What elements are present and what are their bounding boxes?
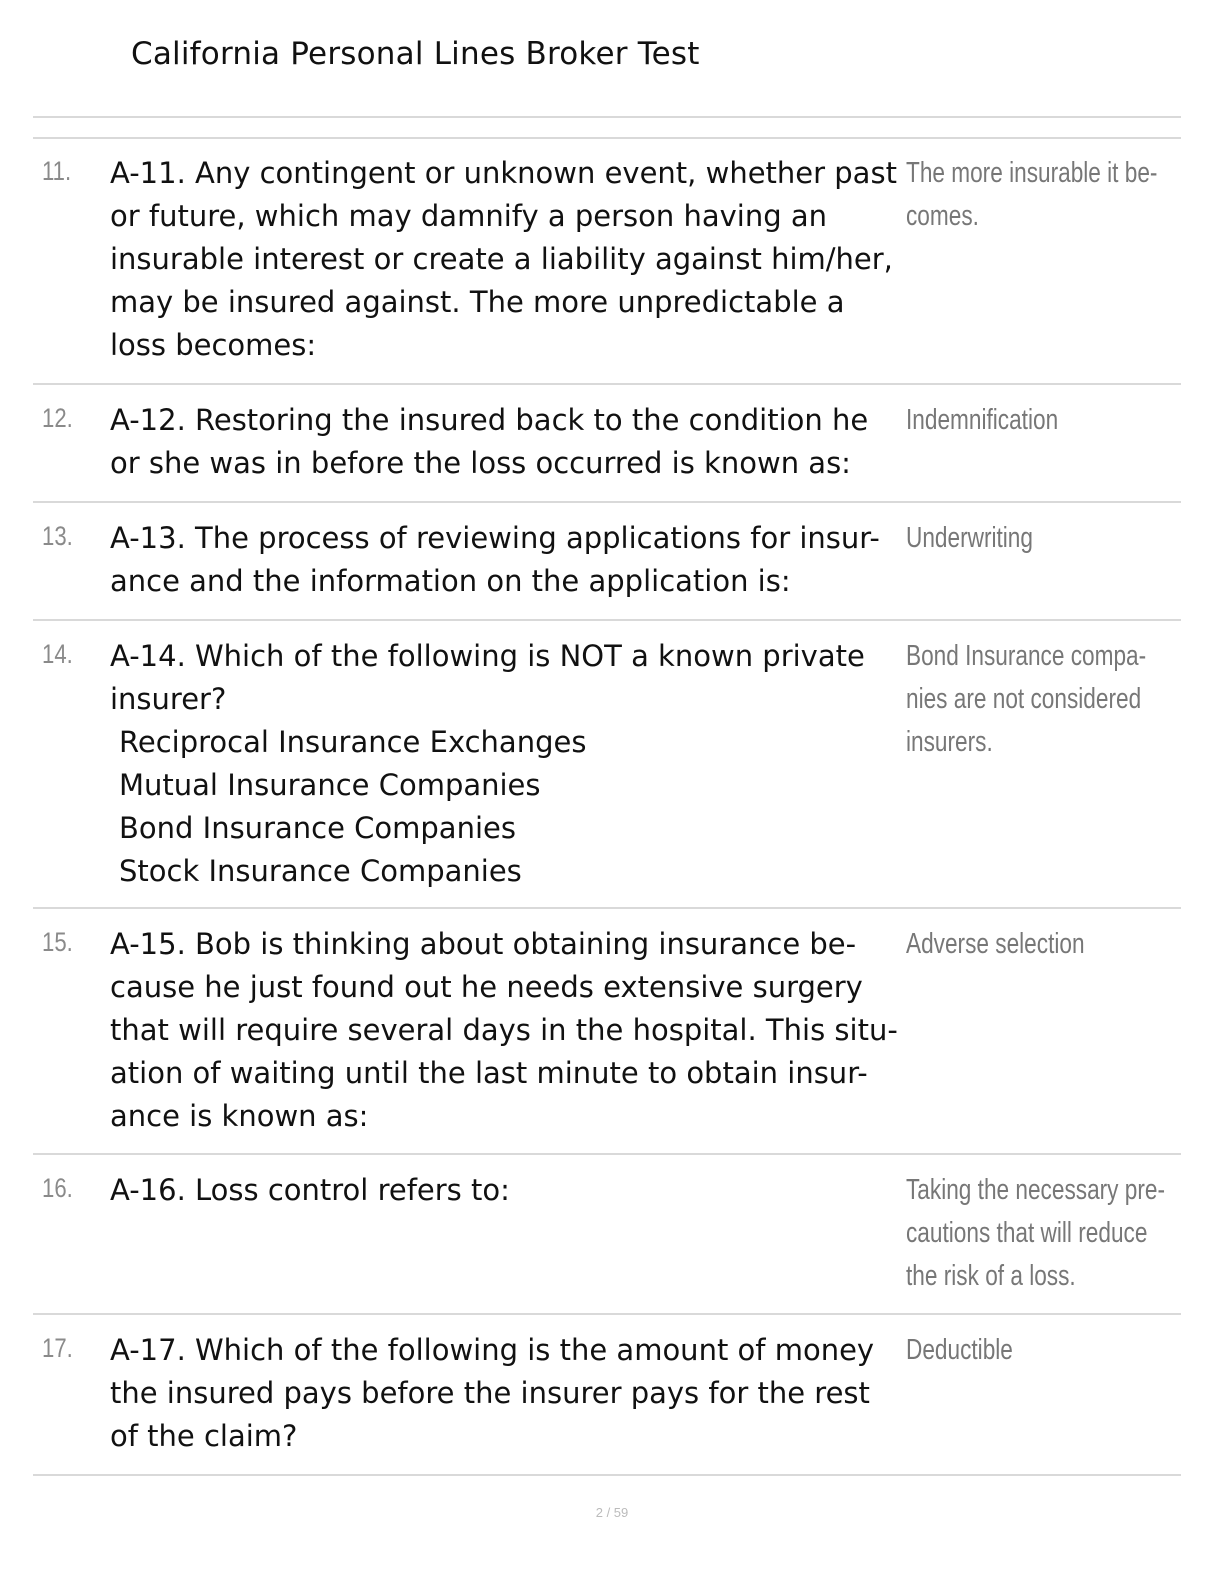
question-line: or future, which may damnify a person having an <box>110 199 827 233</box>
question-line: ance and the information on the application is: <box>110 564 791 598</box>
answer-option: Reciprocal Insurance Exchanges <box>119 725 587 759</box>
card-question <box>110 1169 910 1212</box>
card-question <box>110 1329 910 1458</box>
answer-line: comes. <box>906 200 979 232</box>
question-line: or she was in before the loss occurred is known as: <box>110 446 851 480</box>
card-answer <box>906 635 1147 764</box>
card-question <box>110 399 910 485</box>
question-line: insurable interest or create a liability against him/her, <box>110 242 893 276</box>
document-title: California Personal Lines Broker Test <box>131 36 700 72</box>
answer-option: Stock Insurance Companies <box>119 854 522 888</box>
answer-line: nies are not considered <box>906 683 1142 715</box>
card-number: 15. <box>42 927 73 957</box>
card-question <box>110 923 910 1138</box>
answer-line: insurers. <box>906 726 993 758</box>
card-number: 17. <box>42 1333 73 1363</box>
page-number: 2 / 59 <box>595 1505 629 1520</box>
answer-line: Deductible <box>906 1334 1013 1366</box>
answer-line: The more insurable it be- <box>906 157 1158 189</box>
question-line: of the claim? <box>110 1419 298 1453</box>
flashcard-17 <box>33 1315 1181 1476</box>
flashcard-14 <box>33 621 1181 909</box>
card-answer <box>906 923 1132 966</box>
question-line: A-16. Loss control refers to: <box>110 1173 510 1207</box>
card-number: 11. <box>42 156 72 186</box>
card-answer <box>906 1169 1166 1298</box>
question-line: cause he just found out he needs extensive surgery <box>110 970 863 1004</box>
question-line: A-17. Which of the following is the amount of money <box>110 1333 875 1367</box>
question-line: ation of waiting until the last minute to obtain insur- <box>110 1056 868 1090</box>
question-line: the insured pays before the insurer pays for the rest <box>110 1376 870 1410</box>
question-line: may be insured against. The more unpredictable a <box>110 285 845 319</box>
header-divider-top <box>33 116 1181 118</box>
card-number: 13. <box>42 521 73 551</box>
answer-option: Mutual Insurance Companies <box>119 768 541 802</box>
flashcard-13 <box>33 503 1181 621</box>
question-line: A-15. Bob is thinking about obtaining insurance be- <box>110 927 857 961</box>
answer-line: Underwriting <box>906 522 1033 554</box>
answer-line: Adverse selection <box>906 928 1085 960</box>
card-number: 16. <box>42 1173 73 1203</box>
flashcard-15 <box>33 909 1181 1155</box>
card-number: 14. <box>42 639 73 669</box>
question-line: ance is known as: <box>110 1099 369 1133</box>
answer-line: Bond Insurance compa- <box>906 640 1147 672</box>
question-line: insurer? <box>110 682 227 716</box>
card-number: 12. <box>42 403 73 433</box>
card-answer <box>906 517 1132 560</box>
question-line: A-13. The process of reviewing applications for insur- <box>110 521 880 555</box>
question-line: loss becomes: <box>110 328 317 362</box>
question-line: A-12. Restoring the insured back to the condition he <box>110 403 869 437</box>
flashcard-11 <box>33 138 1181 385</box>
card-answer <box>906 152 1158 238</box>
answer-option: Bond Insurance Companies <box>119 811 516 845</box>
card-answer <box>906 1329 1132 1372</box>
answer-line: the risk of a loss. <box>906 1260 1076 1292</box>
answer-line: Indemnification <box>906 404 1059 436</box>
question-line: A-11. Any contingent or unknown event, whether past <box>110 156 897 190</box>
answer-line: Taking the necessary pre- <box>906 1174 1166 1206</box>
answer-line: cautions that will reduce <box>906 1217 1148 1249</box>
card-question <box>110 517 910 603</box>
flashcard-12 <box>33 385 1181 503</box>
card-question <box>110 152 910 367</box>
card-question <box>110 635 910 893</box>
question-line: A-14. Which of the following is NOT a known private <box>110 639 865 673</box>
question-line: that will require several days in the hospital. This situ- <box>110 1013 898 1047</box>
flashcard-16 <box>33 1155 1181 1315</box>
card-answer <box>906 399 1132 442</box>
